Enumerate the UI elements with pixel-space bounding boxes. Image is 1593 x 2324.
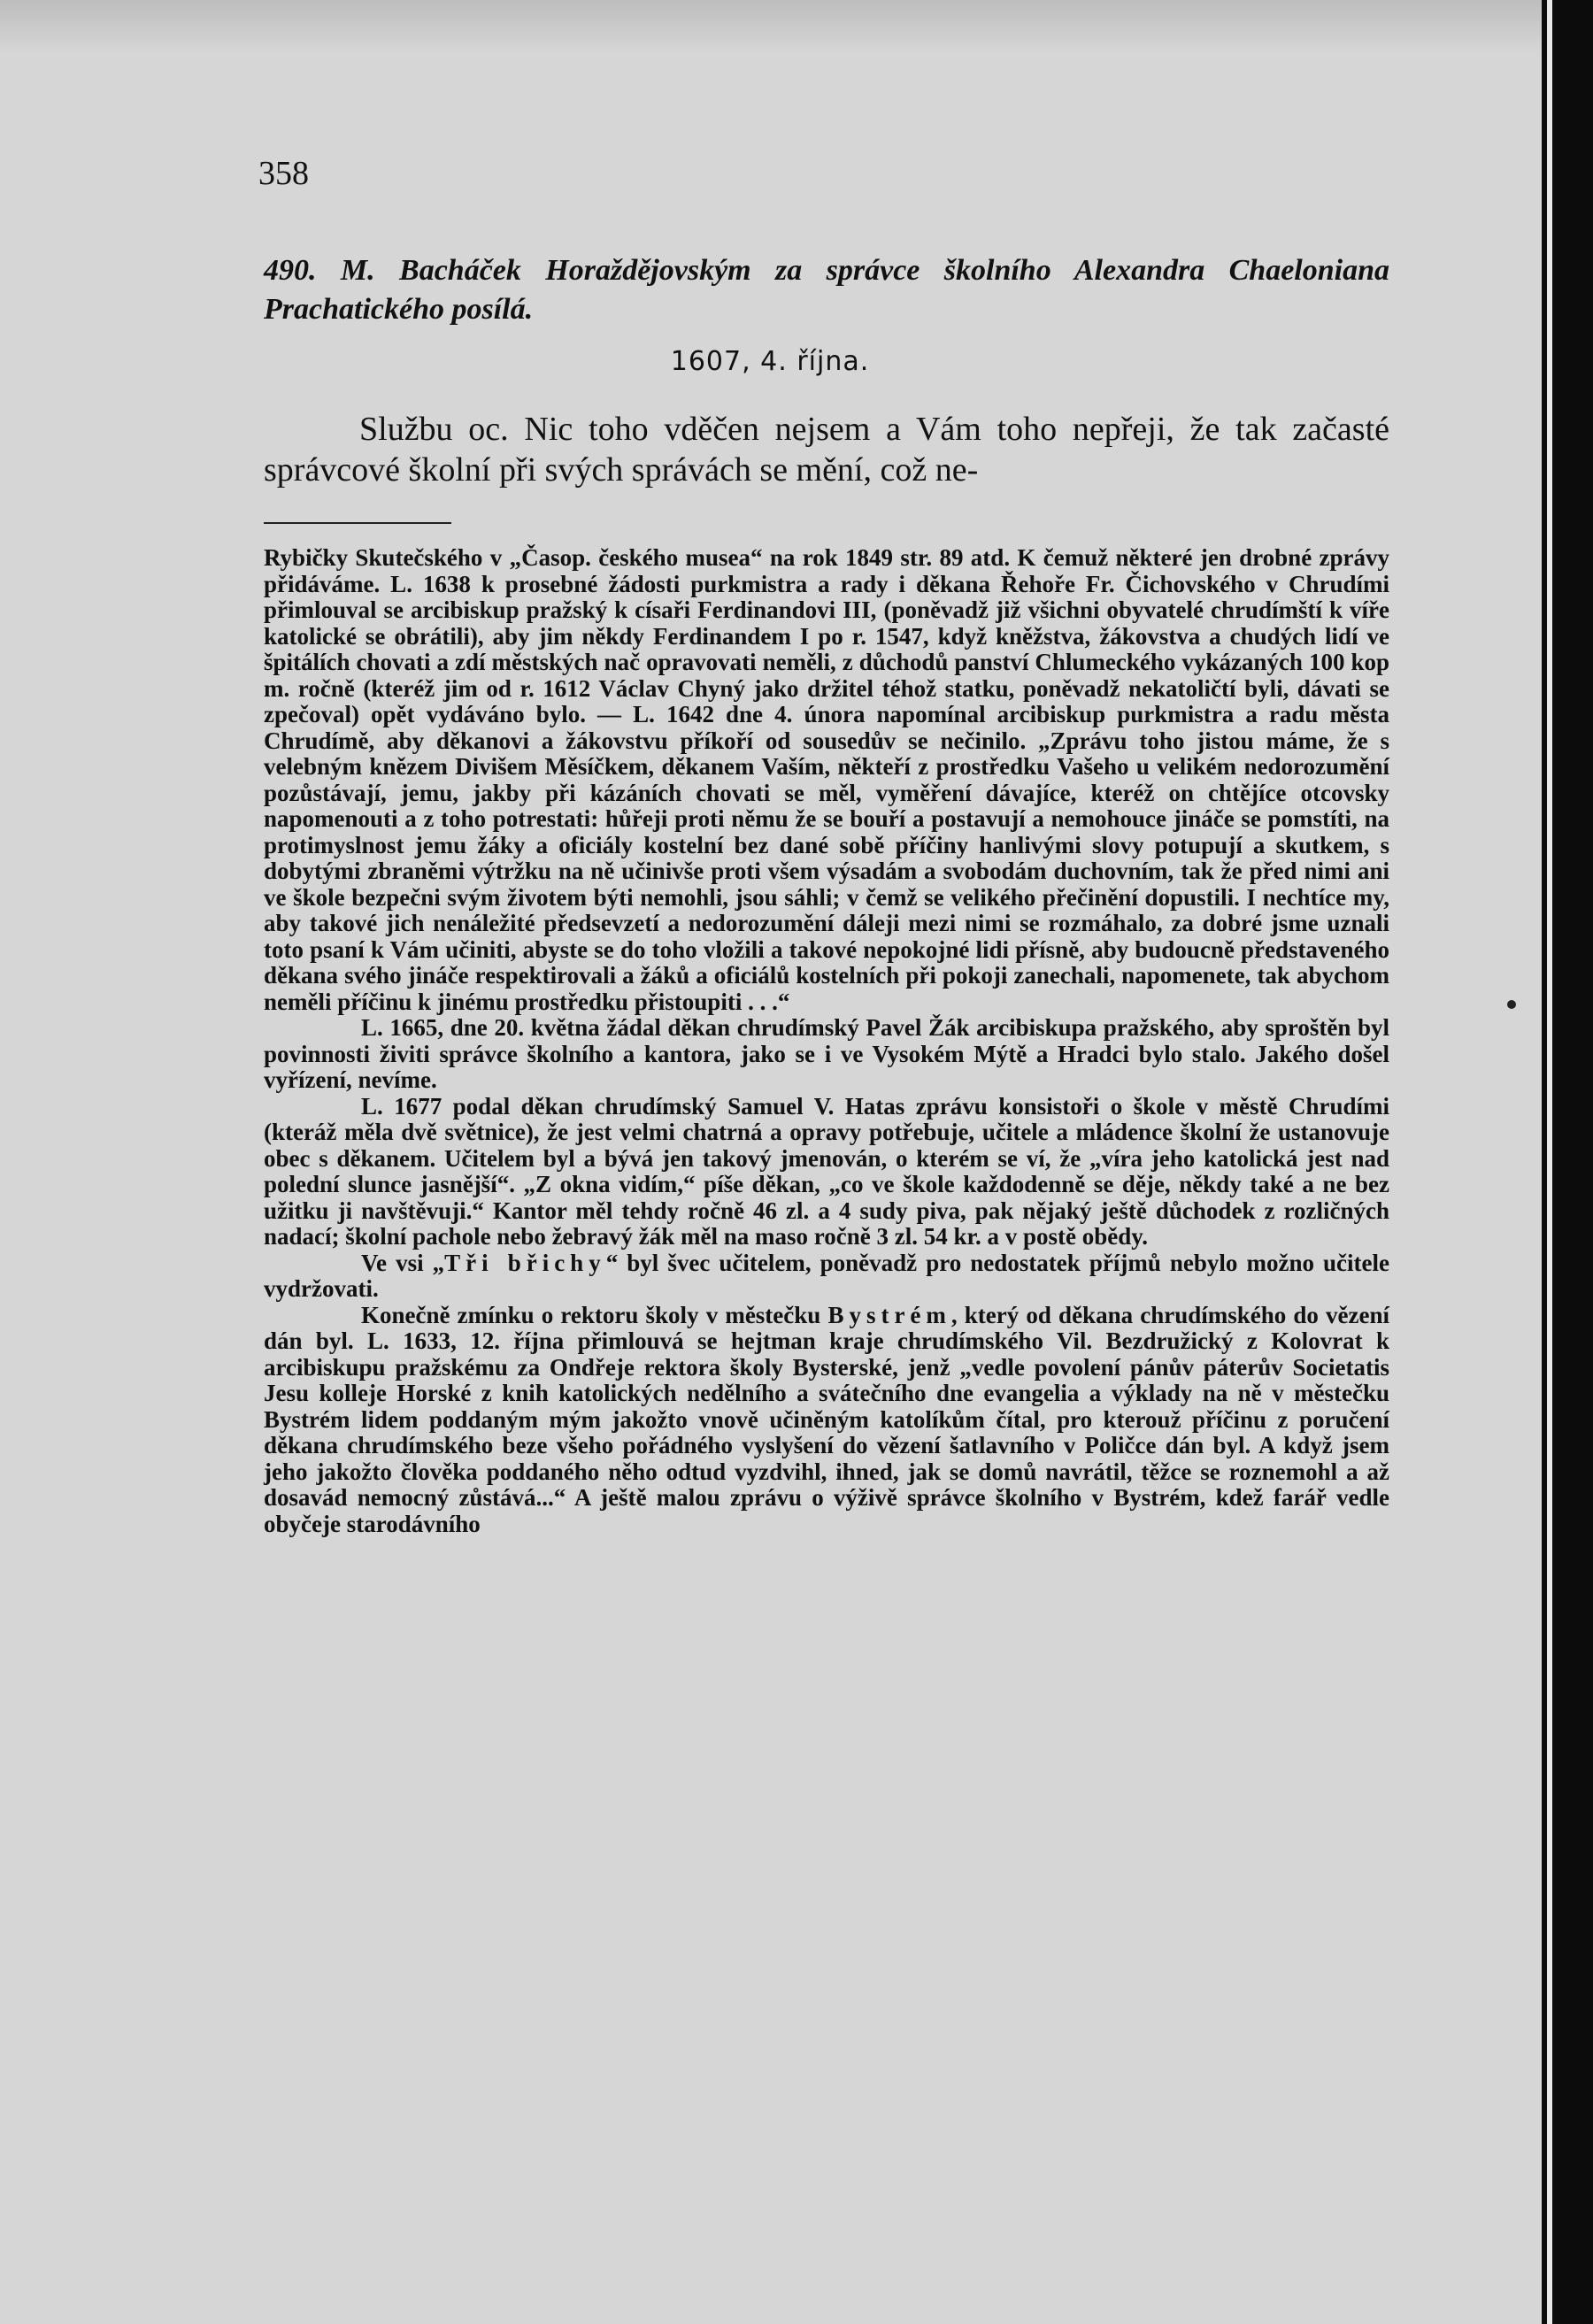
footnote-paragraph-4 (264, 1250, 1389, 1303)
heading-number: 490. (264, 254, 317, 287)
footnote-paragraph-1: Rybičky Skutečského v „Časop. českého musea“ na rok 1849 str. 89 atd. K čemuž některé jen drobné zprávy přidáváme. L. 1638 k prosebné žádosti purkmistra a rady i děkana Řehoře Fr. Čichovského v Chrudími přimlouval se arcibiskup pražský k císaři Ferdinandovi III, (poněvadž již všichni obyvatelé chrudímští k víře katolické se obrátili), aby jim někdy Ferdinandem I po r. 1547, když kněžstva, žákovstva a chudých lidí ve špitálích chovati a zdí městských nač opravovati neměli, z důchodů panství Chlumeckého vykázaných 100 kop m. ročně (kteréž jim od r. 1612 Václav Chyný jako držitel téhož statku, poněvadž nekatoličtí byli, dávati se zpečoval) opět vydáváno bylo. — L. 1642 dne 4. února napomínal arcibiskup purkmistra a radu města Chrudímě, aby děkanovi a žákovstvu příkoří od sousedův se nečinilo. „Zprávu toho jistou máme, že s velebným knězem Divišem Měsíčkem, děkanem Vaším, někteří z prostředku Vašeho u velikém nedorozumění pozůstávají, jemu, jakby při kázáních chovati se měl, vyměření dávajíce, kteréž on chtějíce otcovsky napomenouti a z toho potrestati: hůřeji proti němu že se bouří a postavují a nemohouce jináče se pomstíti, na protimyslnost jemu žáky a oficiály kostelní bez dané sobě příčiny hanlivými slovy potupují a skutkem, s dobytými zbraněmi výtržku na ně učinivše proti všem výsadám a svobodám duchovním, tak že před nimi ani ve škole bezpečni svým životem býti nemohli, jsou sáhli; v čemž se velikého přečinění dopustili. I nechtíce my, aby takové jich nenáležité předsevzetí a nedorozumění dáleji mezi nimi se rozmáhalo, za dobré jsme uznali toto psaní k Vám učiniti, abyste se do toho vložili a takové nepokojné lidi přísně, aby budoucně představeného děkana svého jináče respektirovali a žáků a oficiálů kostelních při pokoji zanechali, napomenete, tak abychom neměli příčinu k jinému prostředku přistoupiti . . .“ (264, 544, 1389, 1015)
heading-text: M. Bacháček Horaždějovským za správce školního Alexandra Chaeloniana Prachatického posílá. (264, 254, 1389, 326)
scan-edge-line (1547, 0, 1552, 2324)
page-number: 358 (258, 155, 309, 192)
footnote-paragraph-5 (264, 1303, 1389, 1538)
spaced-town-name: Bystrém (827, 1301, 951, 1328)
dateline: 1607, 4. října. (670, 346, 870, 377)
footnote-p4-start: Ve vsi „ (361, 1249, 445, 1276)
footnote-paragraph-3: L. 1677 podal děkan chrudímský Samuel V. Hatas zprávu konsistoři o škole v městě Chrudími (kteráž měla dvě světnice), že jest velmi chatrná a opravy potřebuje, učitele a mládence školní že ustanovuje obec s děkanem. Učitelem byl a bývá jen takový jmenován, o kterém se ví, že „víra jeho katolická jest nad polední slunce jasnější“. „Z okna vidím,“ píše děkan, „co ve škole každodenně se děje, někdy také a ne bez užitku ji navštěvuji.“ Kantor měl tehdy ročně 46 zl. a 4 sudy piva, pak nějaký ještě důchodek z rozličných nadací; školní pachole nebo žebravý žák měl na maso ročně 3 zl. 54 kr. a v postě obědy. (264, 1092, 1389, 1250)
footnote-p4-end: “ byl švec učitelem, poněvadž pro nedostatek příjmů nebylo možno učitele vydržovati. (264, 1249, 1390, 1302)
footnote-rule (264, 522, 451, 524)
footnote-p5-start: Konečně zmínku o rektoru školy v městečku (361, 1301, 828, 1328)
spaced-village-name: Tři břichy (444, 1249, 606, 1276)
document-heading (264, 251, 1389, 329)
footnote-p5-end: , který od děkana chrudímského do vězení dán byl. L. 1633, 12. října přimlouvá se hejtman kraje chrudímského Vil. Bezdružický z Kolovrat k arcibiskupu pražskému za Ondřeje rektora školy Bysterské, jenž „vedle povolení pánův páterův Societatis Jesu kolleje Horské z knih katolických nedělního a svátečního dne evangelia a výklady na ně v městečku Bystrém lidem poddaným mým jakožto vnově učiněným katolíkům čítal, pro kterouž příčinu z poručení děkana chrudímského beze všeho pořádného vyslyšení do vězení šatlavního v Poličce dán byl. A když jsem jeho jakožto člověka poddaného něho odtud vyzdvihl, ihned, jak se domů navrátil, těžce se roznemohl a až dosavád nemocný zůstává...“ A ještě malou zprávu o výživě správce školního v Bystrém, kdež farář vedle obyčeje starodávního (264, 1301, 1389, 1537)
footnote-paragraph-2: L. 1665, dne 20. května žádal děkan chrudímský Pavel Žák arcibiskupa pražského, aby sproštěn byl povinnosti živiti správce školního a kantora, jako se i ve Vysokém Mýtě a Hradci bylo stalo. Jakého došel vyřízení, nevíme. (264, 1014, 1389, 1093)
opening-paragraph: Službu oc. Nic toho vděčen nejsem a Vám toho nepřeji, že tak začasté správcové školní při svých správách se mění, což ne- (264, 411, 1389, 489)
footnote (264, 545, 1389, 1537)
